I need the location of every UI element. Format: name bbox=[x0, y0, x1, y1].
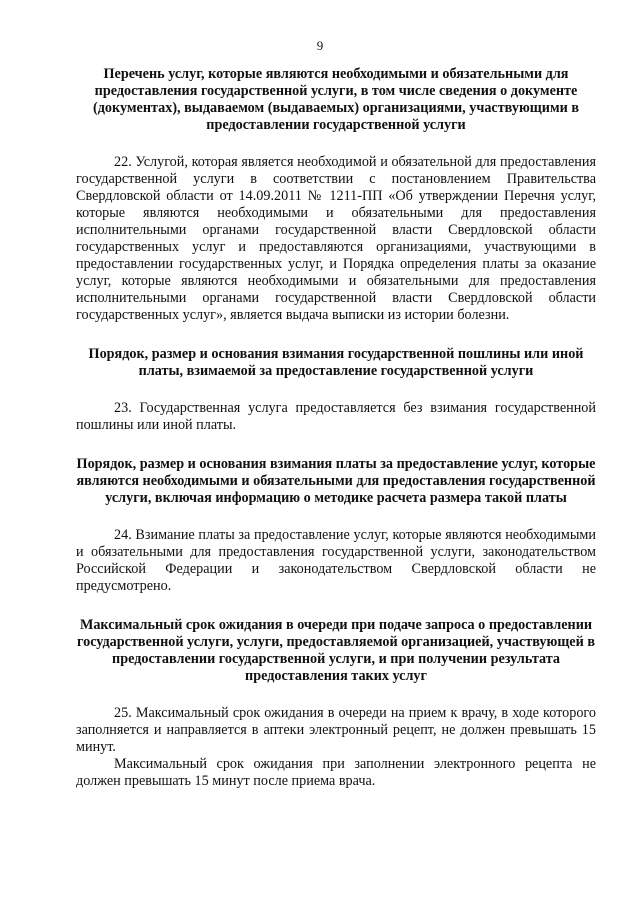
paragraph-24: 24. Взимание платы за предоставление услуг, которые являются необходимыми и обязательными для предоставления государственной услуги, законодательством Российской Федерации и законодательством Свердловской области не предусмотрено. bbox=[76, 527, 596, 594]
paragraph-22: 22. Услугой, которая является необходимой и обязательной для предоставления государственной услуги в соответствии с постановлением Правительства Свердловской области от 14.09.2011 № 1211-ПП «Об утверждении Перечня услуг, которые являются необходимыми и обязательными для предоставления исполнительными органами государственной власти Свердловской области государственных услуг и предоставляются организациями, участвующими в предоставлении государственных услуг, и Порядка определения платы за оказание услуг, которые являются необходимыми и обязательными для предоставления исполнительными органами государственной власти Свердловской области государственных услуг», является выдача выписки из истории болезни. bbox=[76, 154, 596, 323]
document-body bbox=[76, 66, 596, 790]
page-number: 9 bbox=[316, 38, 324, 53]
section-heading-state-fee: Порядок, размер и основания взимания государственной пошлины или иной платы, взимаемой за предоставление государственной услуги bbox=[88, 346, 584, 379]
section-heading-queue-time: Максимальный срок ожидания в очереди при подаче запроса о предоставлении государственной услуги, услуги, предоставляемой организацией, участвующей в предоставлении государственной услуги, и при получении результата предоставления таких услуг bbox=[77, 617, 595, 684]
section-heading-service-fee: Порядок, размер и основания взимания платы за предоставление услуг, которые являются необходимыми и обязательными для предоставления государственной услуги, включая информацию о методике расчета размера такой платы bbox=[76, 456, 596, 506]
paragraph-23: 23. Государственная услуга предоставляется без взимания государственной пошлины или иной платы. bbox=[76, 400, 596, 433]
paragraph-25: 25. Максимальный срок ожидания в очереди на прием к врачу, в ходе которого заполняется и направляется в аптеки электронный рецепт, не должен превышать 15 минут. bbox=[76, 705, 596, 755]
section-heading-required-services: Перечень услуг, которые являются необходимыми и обязательными для предоставления государственной услуги, в том числе сведения о документе (документах), выдаваемом (выдаваемых) организациями, участвующими в предоставлении государственной услуги bbox=[92, 66, 579, 133]
paragraph-25-continued: Максимальный срок ожидания при заполнении электронного рецепта не должен превышать 15 минут после приема врача. bbox=[76, 756, 596, 789]
